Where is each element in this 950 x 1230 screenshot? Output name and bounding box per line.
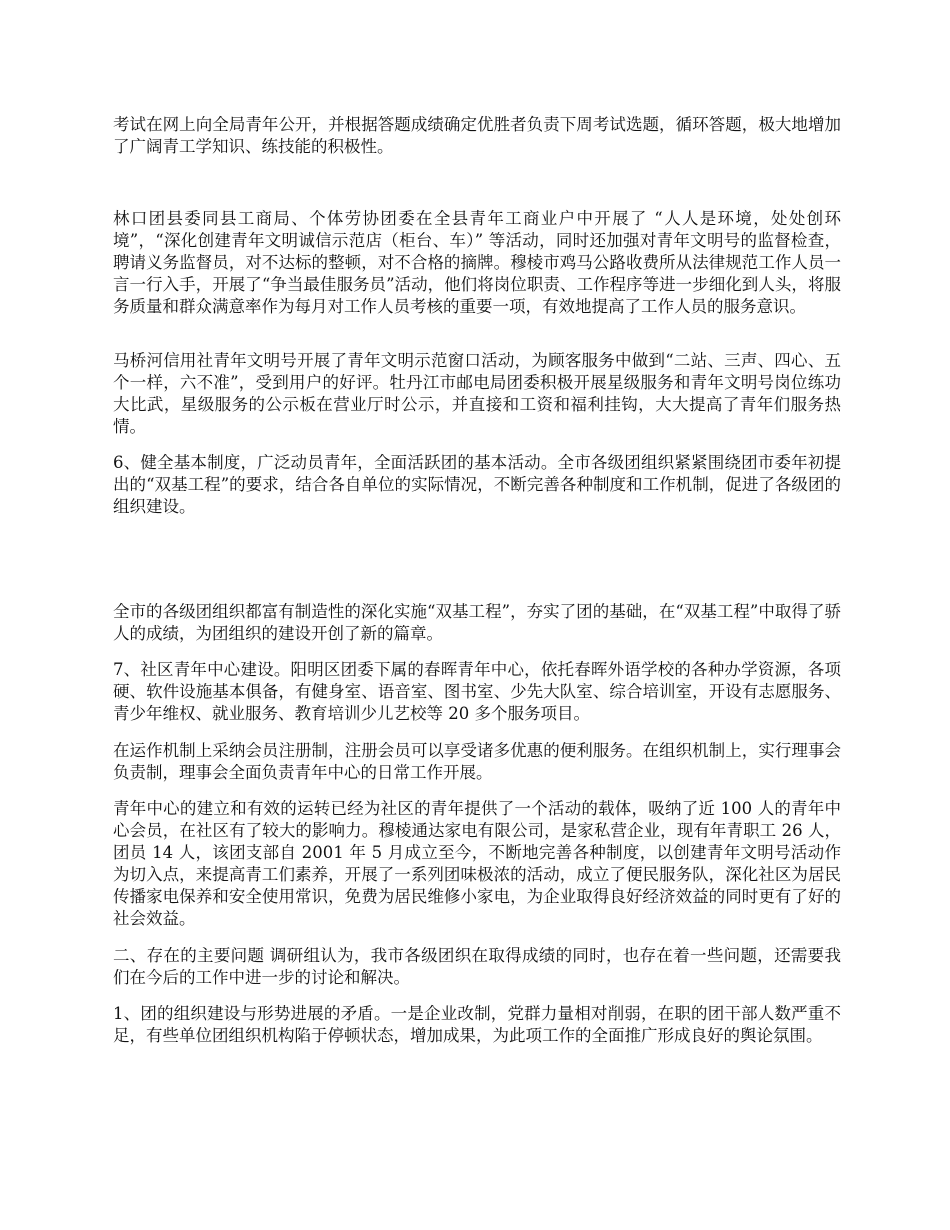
paragraph: 青年中心的建立和有效的运转已经为社区的青年提供了一个活动的载体，吸纳了近 100 人的青年中心会员，在社区有了较大的影响力。穆棱通达家电有限公司，是家私营企业，现有年青职工 26 人，团员 14 人，该团支部自 2001 年 5 月成立至今，不断地完善各种制度，以创建青年文明号活动作为切入点，来提高青工们素养，开展了一系列团味极浓的活动，成立了便民服务队，深化社区为居民传播家电保养和安全使用常识，免费为居民维修小家电，为企业取得良好经济效益的同时更有了好的社会效益。 (113, 799, 841, 928)
paragraph: 全市的各级团组织都富有制造性的深化实施“双基工程”，夯实了团的基础，在“双基工程”中取得了骄人的成绩，为团组织的建设开创了新的篇章。 (113, 602, 841, 643)
paragraph: 1、团的组织建设与形势进展的矛盾。一是企业改制，党群力量相对削弱，在职的团干部人数严重不足，有些单位团组织机构陷于停顿状态，增加成果，为此项工作的全面推广形成良好的舆论氛围。 (113, 1004, 841, 1045)
paragraph: 林口团县委同县工商局、个体劳协团委在全县青年工商业户中开展了 “人人是环境，处处创环境”，“深化创建青年文明诚信示范店（柜台、车）” 等活动，同时还加强对青年文明号的监督检查，聘请义务监督员，对不达标的整顿，对不合格的摘牌。穆棱市鸡马公路收费所从法律规范工作人员一言一行入手，开展了“争当最佳服务员”活动，他们将岗位职责、工作程序等进一步细化到人头，将服务质量和群众满意率作为每月对工作人员考核的重要一项，有效地提高了工作人员的服务意识。 (113, 209, 841, 316)
paragraph: 6、健全基本制度，广泛动员青年，全面活跃团的基本活动。全市各级团组织紧紧围绕团市委年初提出的“双基工程”的要求，结合各自单位的实际情况，不断完善各种制度和工作机制，促进了各级团的组织建设。 (113, 453, 841, 516)
document-page (113, 0, 841, 1230)
paragraph: 考试在网上向全局青年公开，并根据答题成绩确定优胜者负责下周考试选题，循环答题，极大地增加了广阔青工学知识、练技能的积极性。 (113, 115, 841, 156)
paragraph: 7、社区青年中心建设。阳明区团委下属的春晖青年中心，依托春晖外语学校的各种办学资源，各项硬、软件设施基本俱备，有健身室、语音室、图书室、少先大队室、综合培训室，开设有志愿服务、青少年维权、就业服务、教育培训少儿艺校等 20 多个服务项目。 (113, 660, 841, 723)
paragraph: 马桥河信用社青年文明号开展了青年文明示范窗口活动，为顾客服务中做到“二站、三声、四心、五个一样，六不准”，受到用户的好评。牡丹江市邮电局团委积极开展星级服务和青年文明号岗位练功大比武，星级服务的公示板在营业厅时公示，并直接和工资和福利挂钩，大大提高了青年们服务热情。 (113, 351, 841, 436)
paragraph: 二、存在的主要问题 调研组认为，我市各级团织在取得成绩的同时，也存在着一些问题，还需要我们在今后的工作中进一步的讨论和解决。 (113, 946, 841, 987)
paragraph: 在运作机制上采纳会员注册制，注册会员可以享受诸多优惠的便利服务。在组织机制上，实行理事会负责制，理事会全面负责青年中心的日常工作开展。 (113, 741, 841, 782)
